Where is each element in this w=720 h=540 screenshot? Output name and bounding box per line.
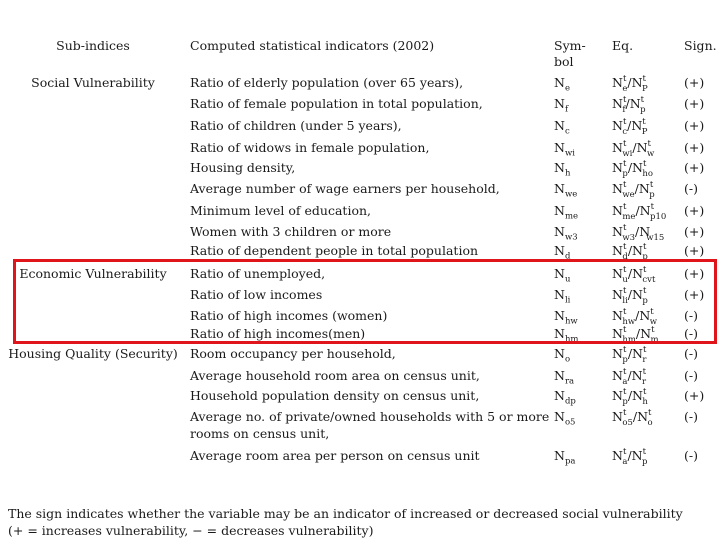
equation-subscript: c xyxy=(622,126,628,137)
equation-subscript: w3 xyxy=(622,232,636,243)
header-subindices: Sub-indices xyxy=(56,38,130,53)
equation-term: N xyxy=(612,181,623,196)
symbol-subscript: ra xyxy=(564,376,575,387)
symbol-cell xyxy=(554,160,606,179)
symbol-cell xyxy=(554,388,606,407)
equation-subscript: li xyxy=(622,295,628,306)
equation-superscript: t xyxy=(622,201,627,212)
symbol-base: N xyxy=(554,118,565,133)
equation-term: N xyxy=(632,243,643,258)
equation-cell xyxy=(612,73,684,94)
equation-term: N xyxy=(638,181,650,196)
equation-slash: / xyxy=(627,75,632,90)
equation-subscript: p xyxy=(642,295,648,306)
indicator-text: Ratio of children (under 5 years), xyxy=(190,118,402,133)
equation-subscript: P xyxy=(641,126,648,137)
equation-superscript: t xyxy=(622,264,627,275)
equation-subscript: cvt xyxy=(642,274,656,285)
symbol-subscript: w3 xyxy=(564,232,578,243)
indicator-text: Average no. of private/owned households with 5 or more xyxy=(190,409,550,424)
equation-subscript: p xyxy=(622,396,628,407)
equation-term: N xyxy=(632,287,643,302)
equation-subscript: me xyxy=(622,211,636,222)
equation-superscript: t xyxy=(622,138,627,149)
symbol-cell xyxy=(554,75,606,94)
equation-term: N xyxy=(639,224,651,239)
equation-slash: / xyxy=(627,266,633,281)
equation-superscript: t xyxy=(622,407,627,418)
equation-term: N xyxy=(639,308,651,323)
equation-subscript: p xyxy=(642,456,648,467)
equation-cell xyxy=(612,201,684,222)
equation-subscript: w xyxy=(649,316,657,327)
equation-cell xyxy=(612,94,684,115)
equation-term: N xyxy=(631,118,643,133)
indicator-text: Average number of wage earners per household, xyxy=(190,181,500,196)
equation-subscript: w xyxy=(646,148,655,159)
symbol-subscript: o xyxy=(564,354,571,365)
equation-superscript: t xyxy=(622,285,627,296)
equation-slash: / xyxy=(627,118,632,133)
sign-cell: (-) xyxy=(684,409,698,424)
symbol-base: N xyxy=(554,160,565,175)
symbol-base: N xyxy=(554,181,565,196)
equation-slash: / xyxy=(627,346,633,361)
header-equation: Eq. xyxy=(612,38,634,53)
equation-superscript: t xyxy=(643,264,647,275)
equation-term: N xyxy=(612,308,623,323)
symbol-base: N xyxy=(554,346,565,361)
symbol-cell xyxy=(554,448,606,467)
equation-term: N xyxy=(632,160,643,175)
symbol-subscript: o5 xyxy=(564,417,576,428)
equation-cell xyxy=(612,222,684,243)
indicator-text-continued: rooms on census unit, xyxy=(190,426,330,441)
equation-subscript: p xyxy=(642,251,648,262)
symbol-base: N xyxy=(554,140,565,155)
symbol-base: N xyxy=(554,409,565,424)
equation-subscript: p xyxy=(622,168,628,179)
equation-subscript: r xyxy=(642,376,647,387)
equation-subscript: we xyxy=(622,189,635,200)
equation-subscript: hw xyxy=(622,316,636,327)
symbol-base: N xyxy=(554,96,565,111)
equation-term: N xyxy=(631,368,643,383)
equation-cell xyxy=(612,407,684,428)
equation-superscript: t xyxy=(622,116,627,127)
indicator-text: Minimum level of education, xyxy=(190,203,371,218)
equation-superscript: t xyxy=(647,138,651,149)
equation-term: N xyxy=(612,368,623,383)
symbol-cell xyxy=(554,96,606,115)
equation-slash: / xyxy=(627,448,632,463)
equation-cell xyxy=(612,116,684,137)
equation-term: N xyxy=(612,388,623,403)
sign-cell: (-) xyxy=(684,181,698,196)
equation-slash: / xyxy=(635,326,641,341)
symbol-base: N xyxy=(554,448,565,463)
equation-superscript: t xyxy=(622,324,627,335)
group-label: Housing Quality (Security) xyxy=(8,346,178,361)
symbol-subscript: h xyxy=(564,168,571,179)
indicator-text: Ratio of low incomes xyxy=(190,287,323,302)
symbol-cell xyxy=(554,368,606,387)
header-sign: Sign. xyxy=(684,38,717,53)
equation-subscript: o xyxy=(647,417,653,428)
symbol-subscript: dp xyxy=(564,396,576,407)
equation-term: N xyxy=(631,448,643,463)
equation-term: N xyxy=(612,346,623,361)
equation-term: N xyxy=(612,140,623,155)
indicator-text: Room occupancy per household, xyxy=(190,346,396,361)
sign-cell: (+) xyxy=(684,140,705,155)
equation-slash: / xyxy=(635,224,640,239)
indicator-text: Housing density, xyxy=(190,160,296,175)
equation-term: N xyxy=(639,203,651,218)
equation-subscript: r xyxy=(642,354,647,365)
equation-subscript: p xyxy=(640,104,646,115)
symbol-base: N xyxy=(554,75,565,90)
equation-subscript: p xyxy=(649,189,655,200)
sign-cell: (-) xyxy=(684,368,698,383)
equation-superscript: t xyxy=(622,179,627,190)
equation-subscript: p xyxy=(622,354,628,365)
equation-term: N xyxy=(632,346,643,361)
equation-slash: / xyxy=(632,409,638,424)
indicator-text: Ratio of female population in total population, xyxy=(190,96,483,111)
equation-superscript: t xyxy=(622,222,627,233)
symbol-base: N xyxy=(554,308,565,323)
equation-cell xyxy=(612,446,684,467)
sign-cell: (+) xyxy=(684,224,705,239)
symbol-subscript: c xyxy=(564,126,570,137)
equation-term: N xyxy=(612,326,623,341)
equation-superscript: t xyxy=(622,386,627,397)
sign-cell: (+) xyxy=(684,75,705,90)
equation-cell xyxy=(612,366,684,387)
symbol-subscript: hw xyxy=(564,316,578,327)
symbol-subscript: u xyxy=(564,274,571,285)
sign-cell: (+) xyxy=(684,243,705,258)
sign-cell: (+) xyxy=(684,388,705,403)
equation-superscript: t xyxy=(640,94,645,105)
indicator-text: Ratio of elderly population (over 65 years), xyxy=(190,75,464,90)
equation-subscript: e xyxy=(622,83,628,94)
equation-term: N xyxy=(612,96,623,111)
equation-superscript: t xyxy=(622,366,627,377)
equation-superscript: t xyxy=(642,446,647,457)
equation-superscript: t xyxy=(622,73,627,84)
equation-subscript: hm xyxy=(622,334,636,345)
symbol-base: N xyxy=(554,368,565,383)
equation-superscript: t xyxy=(642,116,646,127)
symbol-cell xyxy=(554,409,606,428)
equation-superscript: t xyxy=(648,407,652,418)
symbol-cell xyxy=(554,203,606,222)
symbol-subscript: e xyxy=(564,83,570,94)
sign-cell: (+) xyxy=(684,96,705,111)
footnote-line1: The sign indicates whether the variable may be an indicator of increased or decreased social vulnerability xyxy=(8,506,683,521)
equation-slash: / xyxy=(635,203,640,218)
equation-cell xyxy=(612,241,684,262)
equation-superscript: t xyxy=(642,344,647,355)
symbol-base: N xyxy=(554,224,565,239)
indicator-text: Household population density on census unit, xyxy=(190,388,480,403)
sign-cell: (+) xyxy=(684,266,705,281)
equation-superscript: t xyxy=(650,201,655,212)
sign-cell: (-) xyxy=(684,326,698,341)
equation-subscript: wi xyxy=(622,148,633,159)
equation-superscript: t xyxy=(622,94,627,105)
sign-cell: (-) xyxy=(684,448,698,463)
sign-cell: (+) xyxy=(684,160,705,175)
symbol-subscript: li xyxy=(564,295,571,306)
equation-slash: / xyxy=(635,308,640,323)
equation-term: N xyxy=(629,96,641,111)
symbol-cell xyxy=(554,118,606,137)
equation-superscript: t xyxy=(642,241,647,252)
indicator-text: Ratio of high incomes(men) xyxy=(190,326,366,341)
symbol-cell xyxy=(554,243,606,262)
equation-term: N xyxy=(612,203,623,218)
symbol-base: N xyxy=(554,266,565,281)
footnote-line2: (+ = increases vulnerability, − = decreases vulnerability) xyxy=(8,523,374,538)
equation-slash: / xyxy=(627,243,633,258)
equation-superscript: t xyxy=(622,158,627,169)
equation-term: N xyxy=(631,75,643,90)
equation-superscript: t xyxy=(642,285,647,296)
equation-term: N xyxy=(612,75,623,90)
equation-cell xyxy=(612,179,684,200)
equation-slash: / xyxy=(634,181,639,196)
sign-cell: (+) xyxy=(684,203,705,218)
symbol-subscript: pa xyxy=(564,456,576,467)
indicator-text: Women with 3 children or more xyxy=(190,224,392,239)
symbol-subscript: wi xyxy=(564,148,575,159)
symbol-base: N xyxy=(554,203,565,218)
equation-superscript: t xyxy=(622,241,627,252)
header-symbol-line1: Sym- xyxy=(554,38,586,53)
symbol-subscript: f xyxy=(564,104,569,115)
equation-superscript: t xyxy=(642,158,647,169)
equation-term: N xyxy=(612,287,623,302)
symbol-base: N xyxy=(554,388,565,403)
equation-subscript: a xyxy=(622,456,628,467)
equation-cell xyxy=(612,138,684,159)
symbol-cell xyxy=(554,346,606,365)
equation-term: N xyxy=(636,140,648,155)
header-symbol-line2: bol xyxy=(554,54,574,69)
symbol-base: N xyxy=(554,243,565,258)
equation-term: N xyxy=(632,388,643,403)
equation-superscript: t xyxy=(622,344,627,355)
equation-slash: / xyxy=(632,140,637,155)
equation-subscript: f xyxy=(622,104,626,115)
symbol-subscript: me xyxy=(564,211,579,222)
equation-subscript: d xyxy=(622,251,628,262)
indicator-text: Ratio of dependent people in total population xyxy=(190,243,479,258)
equation-subscript: h xyxy=(642,396,648,407)
sign-cell: (+) xyxy=(684,118,705,133)
equation-superscript: t xyxy=(622,306,627,317)
equation-term: N xyxy=(640,326,652,341)
indicator-text: Ratio of widows in female population, xyxy=(190,140,430,155)
symbol-subscript: hm xyxy=(564,334,579,345)
equation-term: N xyxy=(612,448,623,463)
equation-subscript: P xyxy=(641,83,648,94)
group-label: Economic Vulnerability xyxy=(19,266,167,281)
equation-superscript: t xyxy=(649,179,654,190)
symbol-subscript: d xyxy=(564,251,571,262)
equation-cell xyxy=(612,344,684,365)
equation-slash: / xyxy=(627,287,633,302)
equation-subscript: w15 xyxy=(646,232,665,243)
symbol-base: N xyxy=(554,287,565,302)
equation-term: N xyxy=(612,266,623,281)
equation-superscript: t xyxy=(651,324,655,335)
sign-cell: (+) xyxy=(684,287,705,302)
equation-term: N xyxy=(632,266,643,281)
indicator-text: Average room area per person on census unit xyxy=(190,448,480,463)
equation-subscript: o5 xyxy=(622,417,633,428)
equation-superscript: t xyxy=(642,366,647,377)
symbol-cell xyxy=(554,140,606,159)
equation-term: N xyxy=(612,118,623,133)
equation-superscript: t xyxy=(642,73,646,84)
symbol-base: N xyxy=(554,326,565,341)
symbol-subscript: we xyxy=(564,189,578,200)
indicator-text: Ratio of high incomes (women) xyxy=(190,308,388,323)
header-indicators: Computed statistical indicators (2002) xyxy=(190,38,435,53)
equation-subscript: m xyxy=(650,334,659,345)
equation-term: N xyxy=(612,160,623,175)
equation-cell xyxy=(612,158,684,179)
equation-subscript: a xyxy=(622,376,628,387)
equation-slash: / xyxy=(627,368,632,383)
equation-slash: / xyxy=(627,388,633,403)
equation-superscript: t xyxy=(650,306,654,317)
equation-term: N xyxy=(612,243,623,258)
equation-term: N xyxy=(612,224,623,239)
equation-cell xyxy=(612,386,684,407)
equation-subscript: p10 xyxy=(650,211,667,222)
indicator-text: Ratio of unemployed, xyxy=(190,266,326,281)
equation-superscript: t xyxy=(642,386,647,397)
equation-term: N xyxy=(637,409,649,424)
equation-subscript: u xyxy=(622,274,628,285)
equation-term: N xyxy=(612,409,623,424)
symbol-cell xyxy=(554,224,606,243)
indicator-text: Average household room area on census unit, xyxy=(190,368,480,383)
equation-superscript: t xyxy=(622,446,627,457)
group-label: Social Vulnerability xyxy=(31,75,155,90)
highlight-box xyxy=(13,259,717,344)
symbol-cell xyxy=(554,181,606,200)
equation-subscript: ho xyxy=(642,168,653,179)
equation-slash: / xyxy=(627,160,633,175)
sign-cell: (-) xyxy=(684,346,698,361)
equation-slash: / xyxy=(625,96,630,111)
sign-cell: (-) xyxy=(684,308,698,323)
